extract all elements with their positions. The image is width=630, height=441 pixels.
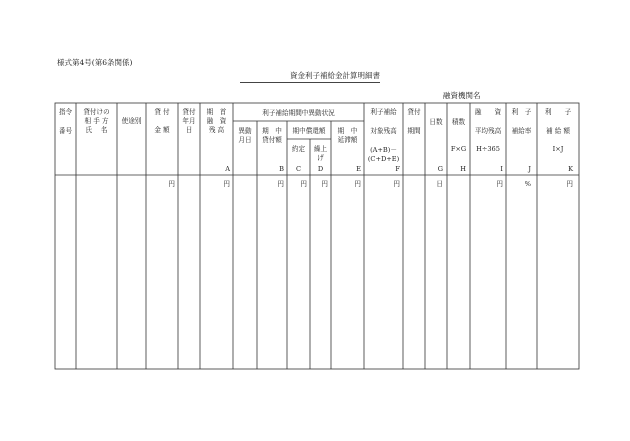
code-f: F xyxy=(395,165,400,173)
col-rate-line2: 補給率 xyxy=(511,127,532,135)
col-scheduled: 約定 xyxy=(291,145,306,153)
col-shirei-line2: 番号 xyxy=(58,127,73,135)
unit-period-loan: 円 xyxy=(277,180,284,188)
code-j: J xyxy=(528,165,531,173)
col-average-line2: 平均残高 xyxy=(474,127,502,135)
document-title: 資金利子補給金計算明細書 xyxy=(240,70,380,83)
col-early-line2: げ xyxy=(317,154,324,162)
unit-average: 円 xyxy=(496,180,503,188)
code-c: C xyxy=(295,165,302,173)
col-period-loan-line2: 貸付額 xyxy=(262,136,282,144)
unit-scheduled: 円 xyxy=(300,180,307,188)
table-grid-lines xyxy=(55,103,579,369)
col-period-line1: 貸付 xyxy=(407,108,421,116)
unit-subsidy: 円 xyxy=(566,180,573,188)
col-aite-line1: 貸付けの xyxy=(83,108,110,116)
code-a: A xyxy=(225,165,230,173)
group-period-repayment: 期中償還額 xyxy=(292,127,326,135)
col-early-line1: 繰上 xyxy=(313,145,328,153)
col-average-line1: 融 資 xyxy=(474,108,502,116)
col-arrears-line1: 期 中 xyxy=(337,127,358,135)
code-d: D xyxy=(317,165,324,173)
col-amount-line1: 貸 付 xyxy=(154,108,170,116)
unit-rate: % xyxy=(524,180,531,188)
col-change-date-line2: 月日 xyxy=(238,136,252,144)
col-balance-line1: 期 首 xyxy=(206,108,227,116)
code-g: G xyxy=(437,165,443,173)
code-b: B xyxy=(279,165,284,173)
col-date-line1: 貸付 xyxy=(182,108,196,116)
col-date-line2: 年月 xyxy=(182,117,196,125)
code-h: H xyxy=(460,165,466,173)
col-period-loan-line1: 期 中 xyxy=(262,127,282,135)
code-k: K xyxy=(568,165,573,173)
form-number-label: 様式第4号(第6条関係) xyxy=(57,58,133,67)
col-aite-line2: 相 手 方 xyxy=(84,117,109,125)
unit-early: 円 xyxy=(321,180,328,188)
col-date-line3: 日 xyxy=(185,126,193,134)
col-balance-line3: 残 高 xyxy=(208,126,225,134)
col-change-date-line1: 異動 xyxy=(238,127,252,135)
col-rate-line1: 利 子 xyxy=(511,108,532,116)
unit-labels xyxy=(168,180,573,188)
unit-amount: 円 xyxy=(168,180,175,188)
col-target-line1: 利子補給 xyxy=(370,108,397,116)
unit-arrears: 円 xyxy=(354,180,361,188)
col-balance-line2: 融 資 xyxy=(206,117,227,125)
group-subsidy-period-changes: 利子補給期間中異動状況 xyxy=(262,109,335,117)
unit-days: 日 xyxy=(436,180,443,188)
col-days: 日数 xyxy=(429,118,443,126)
table-header xyxy=(59,107,574,173)
col-product: 積数 xyxy=(451,118,466,126)
code-e: E xyxy=(356,165,361,173)
col-target-line2: 対象残高 xyxy=(370,127,397,135)
formula-product: F×G xyxy=(450,145,467,153)
formula-subsidy: I×J xyxy=(552,145,564,153)
unit-target: 円 xyxy=(393,180,400,188)
formula-average: H÷365 xyxy=(476,145,500,153)
code-i: I xyxy=(500,165,503,173)
lender-name-label: 融資機関名 xyxy=(443,91,481,100)
col-subsidy-line1: 利 子 xyxy=(544,108,572,116)
col-target-formula-line1: (A+B)－ xyxy=(370,146,397,154)
col-aite-line3: 氏 名 xyxy=(85,126,108,134)
col-amount-line2: 金 額 xyxy=(154,126,170,134)
col-arrears-line2: 延滞額 xyxy=(337,136,358,144)
col-shito: 使途別 xyxy=(121,117,142,125)
col-subsidy-line2: 補 給 額 xyxy=(546,127,570,135)
unit-balance: 円 xyxy=(223,180,230,188)
col-shirei-line1: 指令 xyxy=(58,108,73,116)
col-target-formula-line2: (C+D+E) xyxy=(367,155,400,163)
col-period-line2: 期間 xyxy=(407,127,421,135)
